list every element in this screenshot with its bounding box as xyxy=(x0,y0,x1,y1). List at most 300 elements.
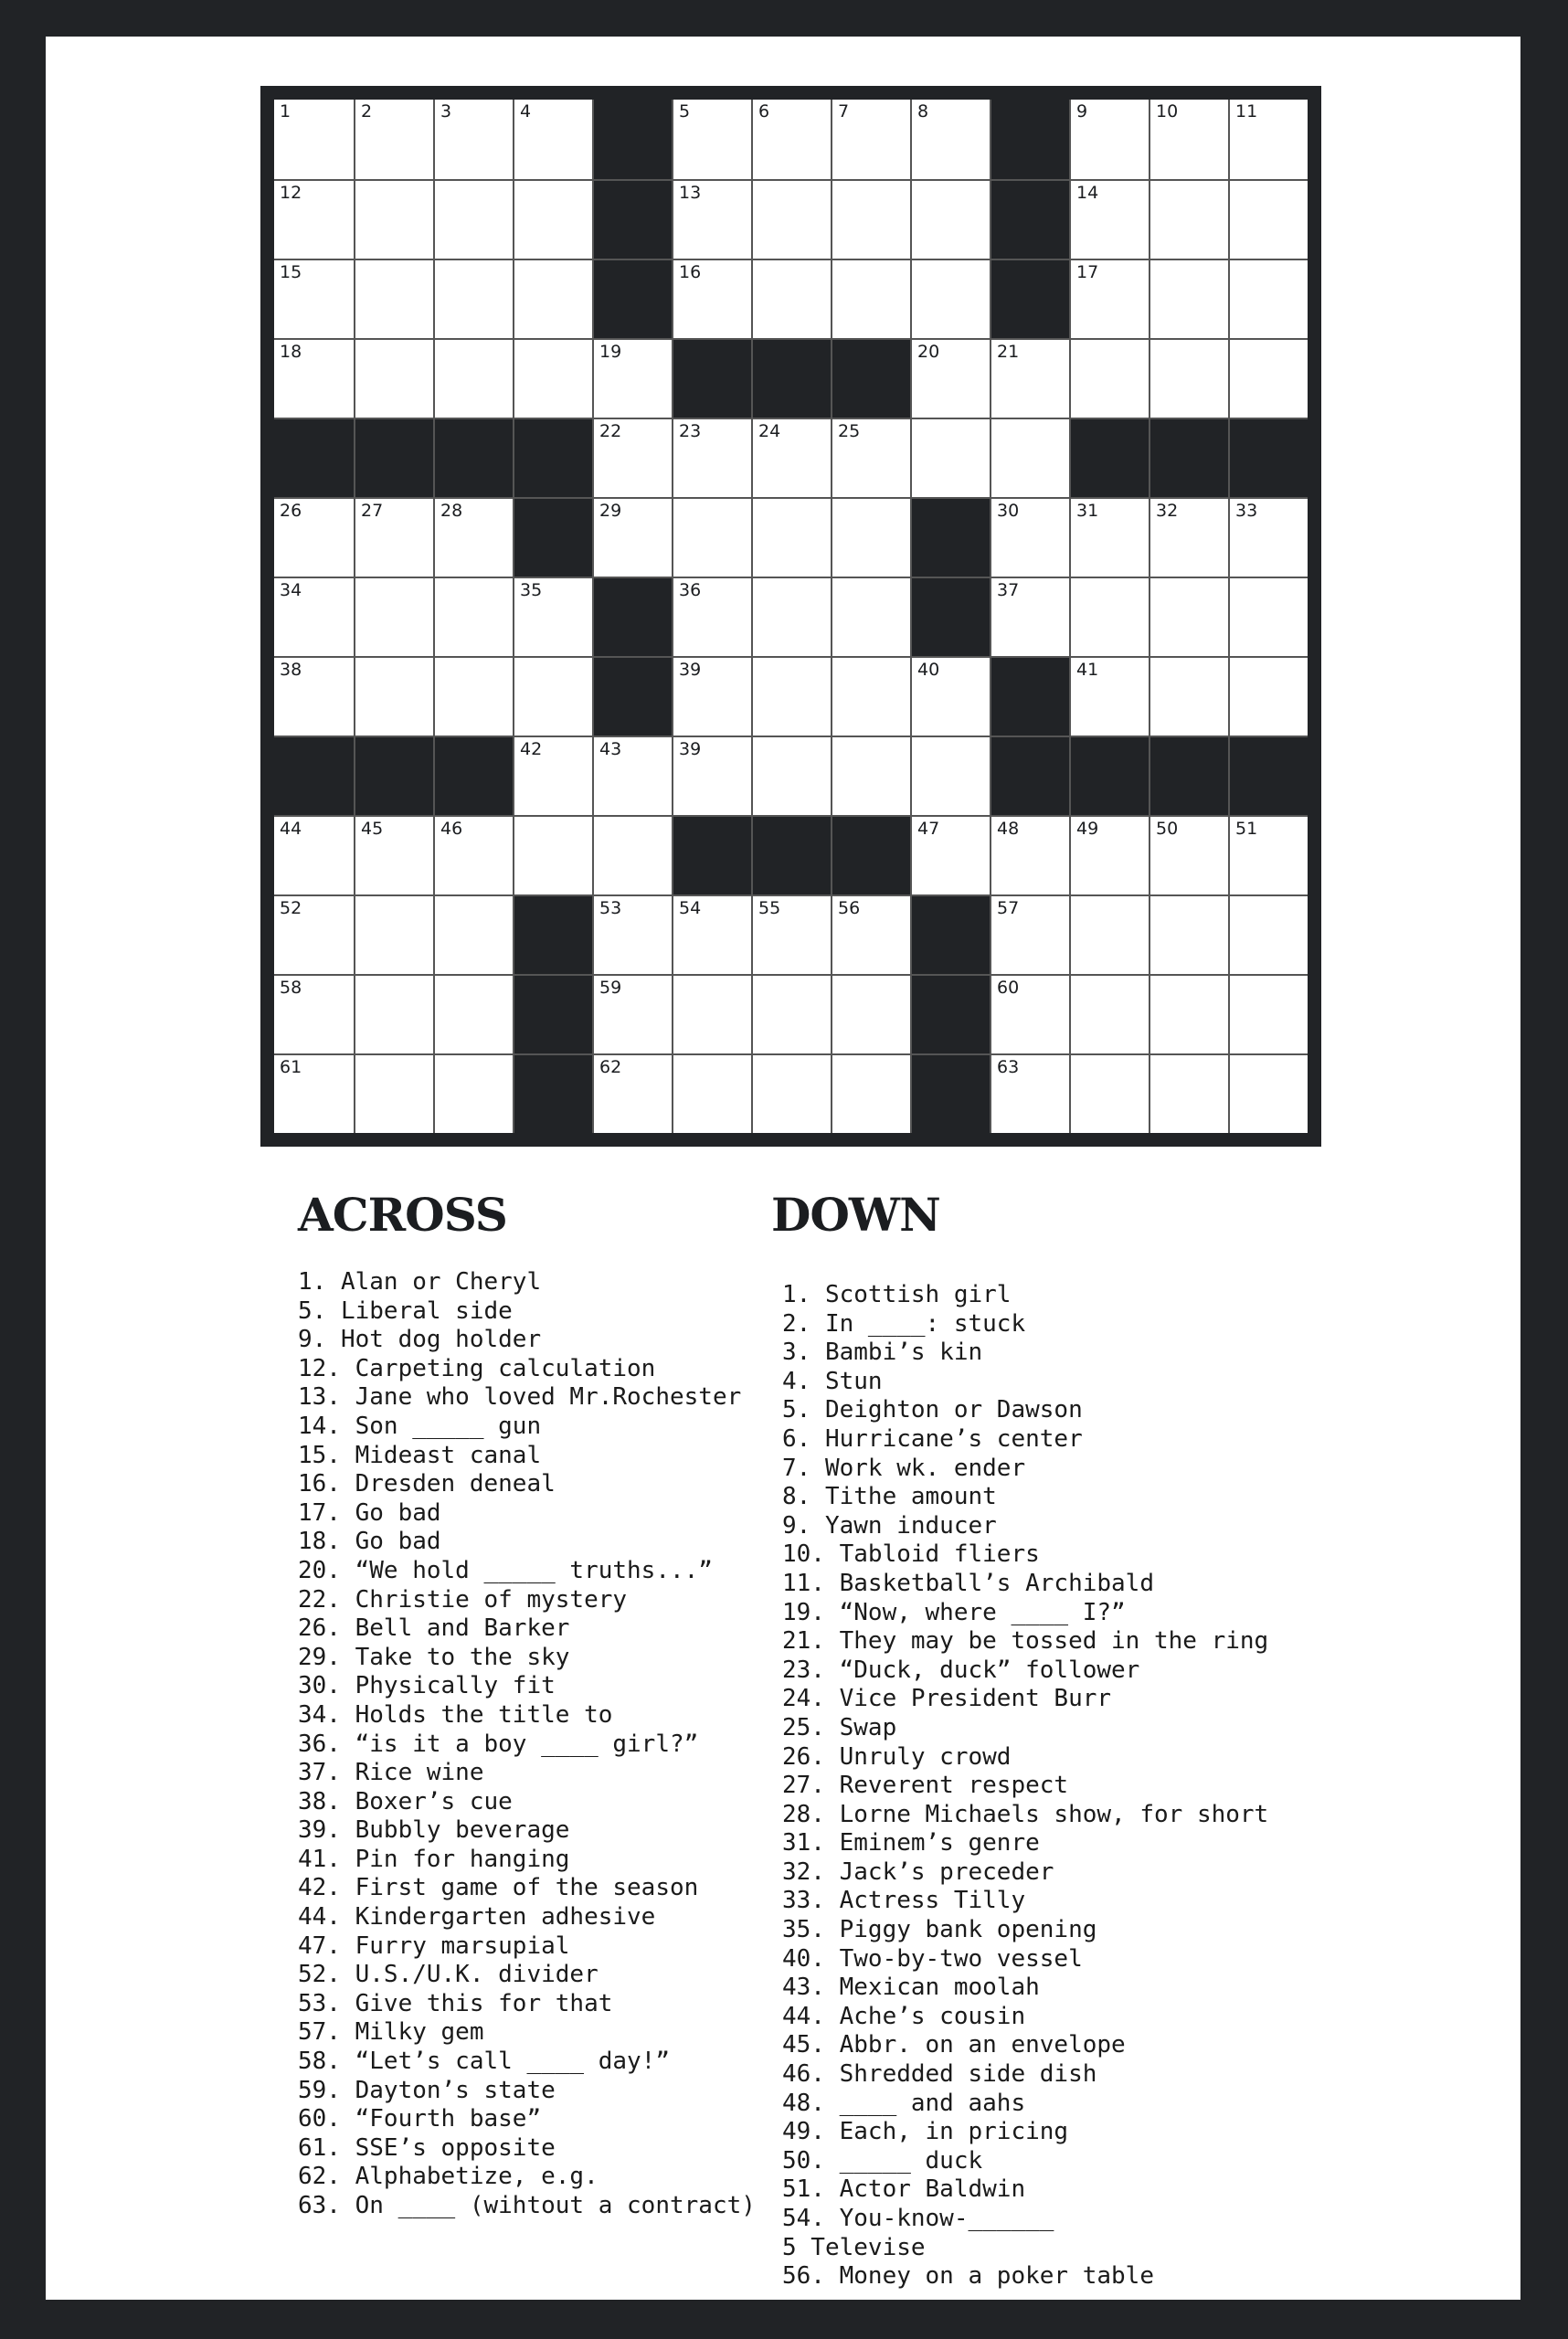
cell-number: 22 xyxy=(599,421,622,441)
cell-number: 11 xyxy=(1235,101,1258,122)
cell-number: 27 xyxy=(361,501,384,521)
black-cell xyxy=(513,1053,592,1133)
white-cell[interactable] xyxy=(433,259,513,338)
cell-number: 5 xyxy=(679,101,691,122)
cell-number: 43 xyxy=(599,739,622,759)
white-cell[interactable] xyxy=(274,100,354,179)
white-cell[interactable] xyxy=(274,815,354,894)
white-cell[interactable] xyxy=(1149,338,1228,418)
across-clue: 63. On ____ (wihtout a contract) xyxy=(298,2192,756,2219)
cell-number: 34 xyxy=(280,580,302,600)
cell-number: 20 xyxy=(917,342,940,362)
white-cell[interactable] xyxy=(831,736,910,815)
across-clue: 14. Son _____ gun xyxy=(298,1412,542,1440)
white-cell[interactable] xyxy=(672,259,751,338)
white-cell[interactable] xyxy=(513,338,592,418)
black-cell xyxy=(910,497,990,577)
white-cell[interactable] xyxy=(354,577,433,656)
down-clue: 40. Two-by-two vessel xyxy=(782,1944,1083,1973)
white-cell[interactable] xyxy=(433,338,513,418)
white-cell[interactable] xyxy=(751,418,831,497)
white-cell[interactable] xyxy=(1069,577,1149,656)
across-clue: 53. Give this for that xyxy=(298,1989,613,2017)
white-cell[interactable] xyxy=(672,894,751,974)
cell-number: 48 xyxy=(997,819,1020,839)
white-cell[interactable] xyxy=(354,815,433,894)
white-cell[interactable] xyxy=(910,418,990,497)
white-cell[interactable] xyxy=(831,418,910,497)
white-cell[interactable] xyxy=(831,577,910,656)
down-clue: 7. Work wk. ender xyxy=(782,1454,1026,1482)
cell-number: 28 xyxy=(440,501,463,521)
white-cell[interactable] xyxy=(910,338,990,418)
white-cell[interactable] xyxy=(1069,815,1149,894)
down-clue: 27. Reverent respect xyxy=(782,1772,1069,1800)
black-cell xyxy=(274,418,354,497)
white-cell[interactable] xyxy=(274,974,354,1053)
across-clue: 41. Pin for hanging xyxy=(298,1845,570,1873)
white-cell[interactable] xyxy=(831,656,910,736)
white-cell[interactable] xyxy=(592,815,672,894)
white-cell[interactable] xyxy=(274,656,354,736)
cell-number: 23 xyxy=(679,421,702,441)
white-cell[interactable] xyxy=(672,974,751,1053)
cell-number: 6 xyxy=(758,101,770,122)
across-clue: 58. “Let’s call ____ day!” xyxy=(298,2048,670,2076)
across-clue: 5. Liberal side xyxy=(298,1297,513,1325)
cell-number: 3 xyxy=(440,101,452,122)
cell-number: 55 xyxy=(758,898,781,918)
black-cell xyxy=(1228,736,1308,815)
cell-number: 12 xyxy=(280,183,302,203)
down-clue: 48. ____ and aahs xyxy=(782,2089,1026,2117)
white-cell[interactable] xyxy=(592,736,672,815)
cell-number: 35 xyxy=(520,580,543,600)
across-clue: 36. “is it a boy ____ girl?” xyxy=(298,1730,699,1758)
white-cell[interactable] xyxy=(433,974,513,1053)
white-cell[interactable] xyxy=(831,894,910,974)
black-cell xyxy=(1228,418,1308,497)
white-cell[interactable] xyxy=(1228,656,1308,736)
black-cell xyxy=(513,974,592,1053)
down-header: DOWN xyxy=(771,1188,940,1242)
white-cell[interactable] xyxy=(1228,497,1308,577)
white-cell[interactable] xyxy=(831,100,910,179)
cell-number: 51 xyxy=(1235,819,1258,839)
down-clue: 50. _____ duck xyxy=(782,2146,983,2175)
black-cell xyxy=(831,338,910,418)
white-cell[interactable] xyxy=(513,179,592,259)
cell-number: 39 xyxy=(679,660,702,680)
white-cell[interactable] xyxy=(1149,815,1228,894)
cell-number: 45 xyxy=(361,819,384,839)
white-cell[interactable] xyxy=(910,100,990,179)
crossword-grid xyxy=(260,86,1321,1147)
cell-number: 56 xyxy=(838,898,861,918)
white-cell[interactable] xyxy=(1149,497,1228,577)
white-cell[interactable] xyxy=(1228,1053,1308,1133)
cell-number: 52 xyxy=(280,898,302,918)
across-clue: 52. U.S./U.K. divider xyxy=(298,1961,599,1989)
down-clue: 19. “Now, where ____ I?” xyxy=(782,1598,1126,1626)
white-cell[interactable] xyxy=(1228,815,1308,894)
down-clue: 32. Jack’s preceder xyxy=(782,1857,1054,1886)
white-cell[interactable] xyxy=(990,418,1069,497)
down-clue: 5. Deighton or Dawson xyxy=(782,1396,1083,1424)
white-cell[interactable] xyxy=(274,577,354,656)
white-cell[interactable] xyxy=(751,497,831,577)
white-cell[interactable] xyxy=(354,894,433,974)
white-cell[interactable] xyxy=(1228,179,1308,259)
across-clue: 62. Alphabetize, e.g. xyxy=(298,2163,599,2191)
across-clue: 60. “Fourth base” xyxy=(298,2105,542,2133)
down-clue: 9. Yawn inducer xyxy=(782,1511,997,1540)
white-cell[interactable] xyxy=(592,1053,672,1133)
down-clue-list xyxy=(782,1281,1268,2291)
down-clue: 28. Lorne Michaels show, for short xyxy=(782,1800,1269,1828)
cell-number: 60 xyxy=(997,978,1020,998)
white-cell[interactable] xyxy=(274,179,354,259)
down-clue: 31. Eminem’s genre xyxy=(782,1829,1040,1857)
down-clue: 35. Piggy bank opening xyxy=(782,1916,1097,1944)
black-cell xyxy=(990,100,1069,179)
black-cell xyxy=(831,815,910,894)
white-cell[interactable] xyxy=(751,656,831,736)
across-clue: 29. Take to the sky xyxy=(298,1643,570,1671)
black-cell xyxy=(751,815,831,894)
cell-number: 7 xyxy=(838,101,850,122)
black-cell xyxy=(433,418,513,497)
cell-number: 32 xyxy=(1156,501,1179,521)
cell-number: 47 xyxy=(917,819,940,839)
across-clue: 26. Bell and Barker xyxy=(298,1614,570,1643)
white-cell[interactable] xyxy=(354,1053,433,1133)
white-cell[interactable] xyxy=(1069,100,1149,179)
white-cell[interactable] xyxy=(910,656,990,736)
black-cell xyxy=(354,418,433,497)
cell-number: 26 xyxy=(280,501,302,521)
across-clue: 1. Alan or Cheryl xyxy=(298,1268,542,1296)
white-cell[interactable] xyxy=(274,894,354,974)
black-cell xyxy=(592,259,672,338)
white-cell[interactable] xyxy=(433,497,513,577)
white-cell[interactable] xyxy=(354,179,433,259)
across-clue: 18. Go bad xyxy=(298,1528,441,1556)
cell-number: 10 xyxy=(1156,101,1179,122)
white-cell[interactable] xyxy=(433,577,513,656)
white-cell[interactable] xyxy=(1228,974,1308,1053)
white-cell[interactable] xyxy=(1149,1053,1228,1133)
white-cell[interactable] xyxy=(433,1053,513,1133)
white-cell[interactable] xyxy=(990,497,1069,577)
white-cell[interactable] xyxy=(1069,259,1149,338)
black-cell xyxy=(751,338,831,418)
down-clue: 43. Mexican moolah xyxy=(782,1974,1040,2002)
down-clue: 51. Actor Baldwin xyxy=(782,2175,1026,2204)
cell-number: 38 xyxy=(280,660,302,680)
across-clue: 20. “We hold _____ truths...” xyxy=(298,1556,713,1584)
across-clue: 17. Go bad xyxy=(298,1498,441,1527)
cell-number: 13 xyxy=(679,183,702,203)
white-cell[interactable] xyxy=(751,974,831,1053)
white-cell[interactable] xyxy=(990,338,1069,418)
cell-number: 16 xyxy=(679,262,702,282)
cell-number: 14 xyxy=(1076,183,1099,203)
white-cell[interactable] xyxy=(1228,338,1308,418)
white-cell[interactable] xyxy=(831,974,910,1053)
cell-number: 24 xyxy=(758,421,781,441)
white-cell[interactable] xyxy=(354,100,433,179)
white-cell[interactable] xyxy=(274,1053,354,1133)
white-cell[interactable] xyxy=(751,259,831,338)
cell-number: 41 xyxy=(1076,660,1099,680)
white-cell[interactable] xyxy=(592,338,672,418)
black-cell xyxy=(1069,418,1149,497)
cell-number: 33 xyxy=(1235,501,1258,521)
white-cell[interactable] xyxy=(433,894,513,974)
down-clue: 1. Scottish girl xyxy=(782,1281,1012,1308)
cell-number: 29 xyxy=(599,501,622,521)
down-clue: 8. Tithe amount xyxy=(782,1483,997,1511)
white-cell[interactable] xyxy=(751,1053,831,1133)
white-cell[interactable] xyxy=(751,577,831,656)
across-clue: 44. Kindergarten adhesive xyxy=(298,1903,656,1932)
cell-number: 44 xyxy=(280,819,302,839)
white-cell[interactable] xyxy=(672,1053,751,1133)
down-clue: 33. Actress Tilly xyxy=(782,1887,1026,1915)
black-cell xyxy=(1149,418,1228,497)
white-cell[interactable] xyxy=(1069,338,1149,418)
white-cell[interactable] xyxy=(1149,577,1228,656)
black-cell xyxy=(672,815,751,894)
across-clue: 22. Christie of mystery xyxy=(298,1585,628,1614)
black-cell xyxy=(910,1053,990,1133)
cell-number: 54 xyxy=(679,898,702,918)
across-clue: 34. Holds the title to xyxy=(298,1700,613,1729)
down-clue: 45. Abbr. on an envelope xyxy=(782,2031,1126,2059)
cell-number: 31 xyxy=(1076,501,1099,521)
white-cell[interactable] xyxy=(1069,974,1149,1053)
cell-number: 1 xyxy=(280,101,291,122)
white-cell[interactable] xyxy=(354,338,433,418)
white-cell[interactable] xyxy=(1228,577,1308,656)
white-cell[interactable] xyxy=(592,894,672,974)
down-clue: 49. Each, in pricing xyxy=(782,2118,1069,2146)
white-cell[interactable] xyxy=(990,894,1069,974)
down-clue: 54. You-know-______ xyxy=(782,2205,1054,2232)
white-cell[interactable] xyxy=(274,259,354,338)
black-cell xyxy=(354,736,433,815)
white-cell[interactable] xyxy=(831,1053,910,1133)
white-cell[interactable] xyxy=(1149,894,1228,974)
cell-number: 36 xyxy=(679,580,702,600)
across-clue: 39. Bubbly beverage xyxy=(298,1816,570,1845)
white-cell[interactable] xyxy=(1069,656,1149,736)
down-clue: 25. Swap xyxy=(782,1713,897,1741)
white-cell[interactable] xyxy=(831,497,910,577)
white-cell[interactable] xyxy=(831,179,910,259)
white-cell[interactable] xyxy=(910,815,990,894)
down-clue: 5 Televise xyxy=(782,2233,926,2261)
down-section xyxy=(771,1190,1268,2291)
black-cell xyxy=(990,179,1069,259)
black-cell xyxy=(592,100,672,179)
cell-number: 63 xyxy=(997,1057,1020,1077)
across-clue: 42. First game of the season xyxy=(298,1874,699,1902)
white-cell[interactable] xyxy=(513,656,592,736)
white-cell[interactable] xyxy=(910,259,990,338)
white-cell[interactable] xyxy=(1228,259,1308,338)
white-cell[interactable] xyxy=(592,974,672,1053)
across-clue: 57. Milky gem xyxy=(298,2018,484,2047)
across-clue: 15. Mideast canal xyxy=(298,1441,542,1469)
across-clue: 30. Physically fit xyxy=(298,1672,556,1700)
white-cell[interactable] xyxy=(751,894,831,974)
white-cell[interactable] xyxy=(910,179,990,259)
white-cell[interactable] xyxy=(592,497,672,577)
white-cell[interactable] xyxy=(433,100,513,179)
white-cell[interactable] xyxy=(672,577,751,656)
cell-number: 59 xyxy=(599,978,622,998)
white-cell[interactable] xyxy=(751,100,831,179)
white-cell[interactable] xyxy=(751,179,831,259)
white-cell[interactable] xyxy=(1069,179,1149,259)
down-clue: 44. Ache’s cousin xyxy=(782,2002,1026,2030)
white-cell[interactable] xyxy=(433,179,513,259)
white-cell[interactable] xyxy=(354,259,433,338)
white-cell[interactable] xyxy=(751,736,831,815)
cell-number: 42 xyxy=(520,739,543,759)
down-clue: 11. Basketball’s Archibald xyxy=(782,1569,1154,1597)
black-cell xyxy=(513,418,592,497)
white-cell[interactable] xyxy=(513,259,592,338)
across-clue: 61. SSE’s opposite xyxy=(298,2133,556,2162)
cell-number: 18 xyxy=(280,342,302,362)
cell-number: 49 xyxy=(1076,819,1099,839)
cell-number: 57 xyxy=(997,898,1020,918)
cell-number: 2 xyxy=(361,101,373,122)
across-clue: 47. Furry marsupial xyxy=(298,1932,570,1960)
across-header: ACROSS xyxy=(298,1188,507,1242)
white-cell[interactable] xyxy=(433,815,513,894)
white-cell[interactable] xyxy=(1228,894,1308,974)
white-cell[interactable] xyxy=(1149,100,1228,179)
white-cell[interactable] xyxy=(672,656,751,736)
down-clue: 26. Unruly crowd xyxy=(782,1742,1012,1771)
black-cell xyxy=(1069,736,1149,815)
white-cell[interactable] xyxy=(274,338,354,418)
white-cell[interactable] xyxy=(354,497,433,577)
black-cell xyxy=(433,736,513,815)
black-cell xyxy=(990,736,1069,815)
cell-number: 9 xyxy=(1076,101,1088,122)
cell-number: 40 xyxy=(917,660,940,680)
black-cell xyxy=(513,497,592,577)
white-cell[interactable] xyxy=(513,736,592,815)
down-clue: 4. Stun xyxy=(782,1367,883,1395)
across-clue: 59. Dayton’s state xyxy=(298,2076,556,2104)
across-clue: 13. Jane who loved Mr.Rochester xyxy=(298,1383,742,1412)
white-cell[interactable] xyxy=(990,974,1069,1053)
white-cell[interactable] xyxy=(672,100,751,179)
cell-number: 25 xyxy=(838,421,861,441)
black-cell xyxy=(1149,736,1228,815)
white-cell[interactable] xyxy=(513,815,592,894)
down-clue: 56. Money on a poker table xyxy=(782,2262,1154,2291)
white-cell[interactable] xyxy=(354,656,433,736)
across-clue: 12. Carpeting calculation xyxy=(298,1354,656,1382)
white-cell[interactable] xyxy=(672,418,751,497)
cell-number: 53 xyxy=(599,898,622,918)
cell-number: 30 xyxy=(997,501,1020,521)
cell-number: 50 xyxy=(1156,819,1179,839)
cell-number: 37 xyxy=(997,580,1020,600)
down-clue: 21. They may be tossed in the ring xyxy=(782,1627,1269,1656)
across-clue-list xyxy=(298,1268,756,2221)
white-cell[interactable] xyxy=(274,497,354,577)
cell-number: 62 xyxy=(599,1057,622,1077)
white-cell[interactable] xyxy=(592,418,672,497)
cell-number: 8 xyxy=(917,101,929,122)
across-clue: 38. Boxer’s cue xyxy=(298,1787,513,1815)
white-cell[interactable] xyxy=(1228,100,1308,179)
black-cell xyxy=(910,577,990,656)
cell-number: 4 xyxy=(520,101,532,122)
white-cell[interactable] xyxy=(990,577,1069,656)
white-cell[interactable] xyxy=(910,736,990,815)
down-clue: 46. Shredded side dish xyxy=(782,2060,1097,2089)
white-cell[interactable] xyxy=(513,577,592,656)
white-cell[interactable] xyxy=(990,1053,1069,1133)
down-clue: 24. Vice President Burr xyxy=(782,1685,1112,1713)
across-clue: 9. Hot dog holder xyxy=(298,1326,542,1354)
down-clue: 3. Bambi’s kin xyxy=(782,1339,983,1367)
black-cell xyxy=(274,736,354,815)
white-cell[interactable] xyxy=(513,100,592,179)
white-cell[interactable] xyxy=(433,656,513,736)
cell-number: 17 xyxy=(1076,262,1099,282)
cell-number: 39 xyxy=(679,739,702,759)
black-cell xyxy=(513,894,592,974)
cell-number: 58 xyxy=(280,978,302,998)
white-cell[interactable] xyxy=(1149,179,1228,259)
down-clue: 10. Tabloid fliers xyxy=(782,1540,1040,1569)
white-cell[interactable] xyxy=(1069,894,1149,974)
down-clue: 2. In ____: stuck xyxy=(782,1309,1026,1338)
white-cell[interactable] xyxy=(1069,1053,1149,1133)
white-cell[interactable] xyxy=(672,179,751,259)
black-cell xyxy=(592,179,672,259)
cell-number: 15 xyxy=(280,262,302,282)
down-clue: 6. Hurricane’s center xyxy=(782,1424,1083,1453)
across-section xyxy=(298,1190,756,2221)
white-cell[interactable] xyxy=(1149,656,1228,736)
cell-number: 61 xyxy=(280,1057,302,1077)
white-cell[interactable] xyxy=(990,815,1069,894)
white-cell[interactable] xyxy=(1149,259,1228,338)
white-cell[interactable] xyxy=(831,259,910,338)
across-clue: 37. Rice wine xyxy=(298,1759,484,1787)
white-cell[interactable] xyxy=(1069,497,1149,577)
black-cell xyxy=(910,894,990,974)
white-cell[interactable] xyxy=(672,497,751,577)
black-cell xyxy=(990,259,1069,338)
white-cell[interactable] xyxy=(1149,974,1228,1053)
white-cell[interactable] xyxy=(672,736,751,815)
black-cell xyxy=(910,974,990,1053)
white-cell[interactable] xyxy=(354,974,433,1053)
cell-number: 21 xyxy=(997,342,1020,362)
